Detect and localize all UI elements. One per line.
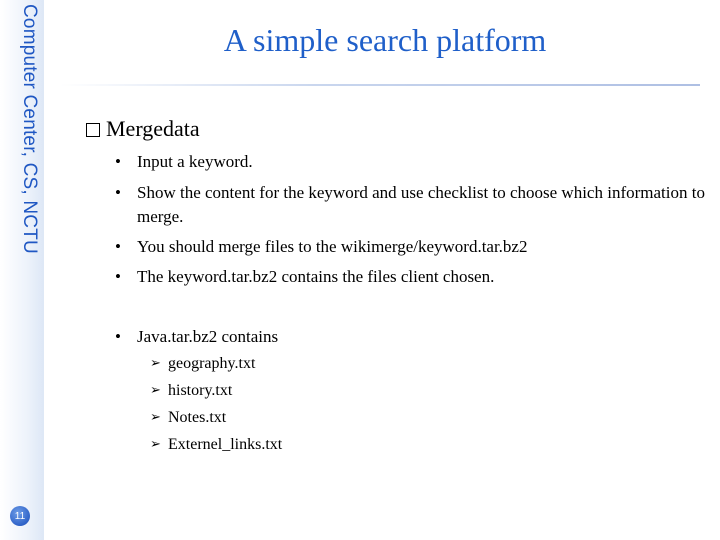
bullet-item [115, 150, 253, 174]
sidebar-vertical-title: Computer Center, CS, NCTU [19, 4, 40, 254]
bullet-item [115, 181, 715, 229]
file-list-item [150, 352, 282, 379]
bullet-text: The keyword.tar.bz2 contains the files client chosen. [137, 267, 495, 286]
bullet-item [115, 265, 494, 289]
arrow-bullet-icon: ➢ [150, 356, 161, 371]
bullet-text: Input a keyword. [137, 152, 253, 171]
file-name: history.txt [168, 382, 233, 399]
bullet-dot-icon: • [115, 183, 121, 202]
page-number-badge: 11 [10, 506, 30, 526]
file-list-item [150, 433, 282, 460]
bullet-text: You should merge files to the wikimerge/keyword.tar.bz2 [137, 237, 528, 256]
bullet-text: Show the content for the keyword and use checklist to choose which information to merge. [137, 183, 705, 226]
title-divider [60, 84, 700, 86]
section-heading [86, 116, 200, 142]
bullet-dot-icon: • [115, 152, 121, 171]
bullet-dot-icon: • [115, 237, 121, 256]
file-list-item [150, 406, 282, 433]
arrow-bullet-icon: ➢ [150, 410, 161, 425]
checkbox-bullet-icon [86, 123, 100, 137]
file-name: geography.txt [168, 355, 256, 372]
file-name: Externel_links.txt [168, 436, 283, 453]
bullet-dot-icon: • [115, 267, 121, 286]
bullet-dot-icon: • [115, 327, 121, 346]
section-heading-label: Mergedata [106, 116, 200, 141]
file-name: Notes.txt [168, 409, 227, 426]
file-list-item [150, 379, 282, 406]
slide-title: A simple search platform [223, 22, 547, 58]
bullet-item [115, 235, 527, 259]
bullet-item [115, 325, 278, 349]
arrow-bullet-icon: ➢ [150, 383, 161, 398]
bullet-text: Java.tar.bz2 contains [137, 327, 279, 346]
arrow-bullet-icon: ➢ [150, 437, 161, 452]
file-list [150, 352, 282, 460]
